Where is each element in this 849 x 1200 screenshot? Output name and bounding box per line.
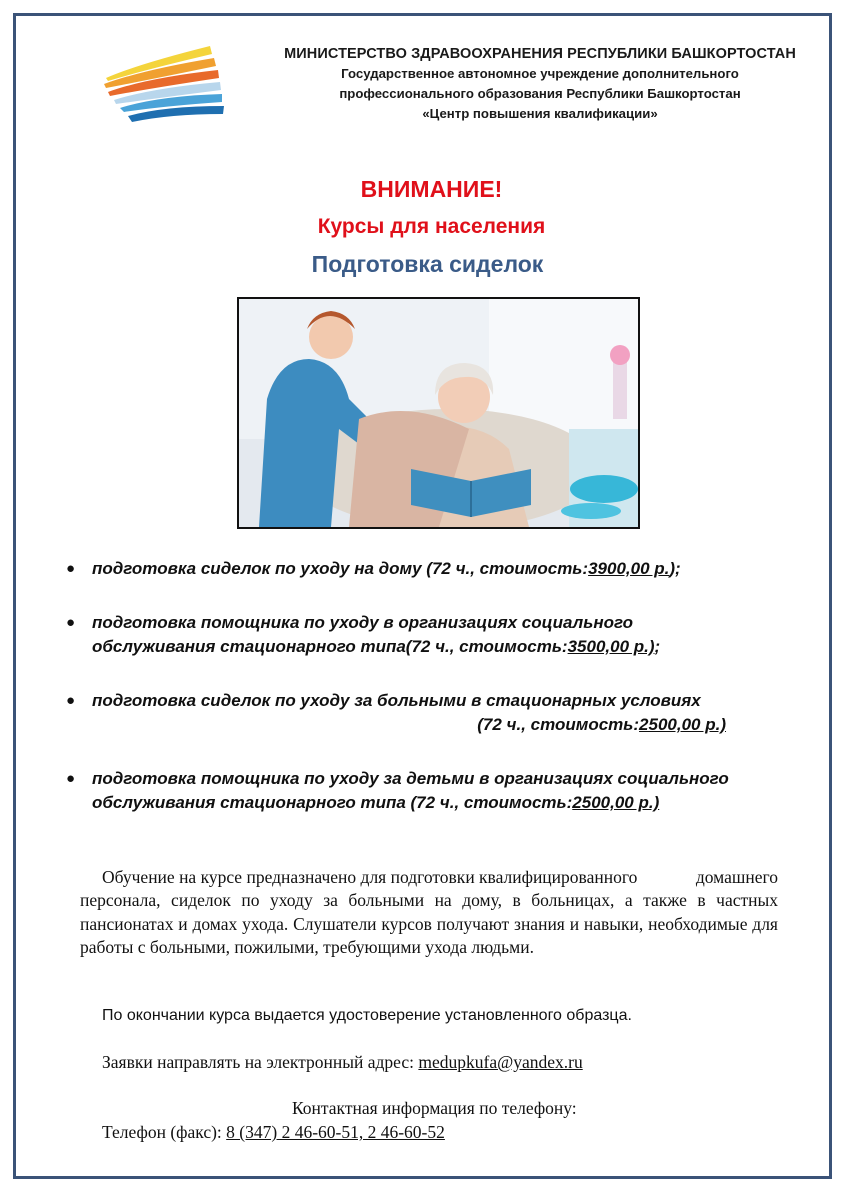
bullet-icon: ● xyxy=(66,770,76,787)
caregiver-with-elderly-woman-photo-icon xyxy=(239,299,638,527)
courses-text: Курсы для населения xyxy=(317,215,546,238)
topic-text: Подготовка сиделок xyxy=(311,251,544,277)
phone-label: Телефон (факс): xyxy=(102,1122,227,1142)
course-tail: ; xyxy=(654,637,661,656)
course-text: подготовка помощника по уходу в организациях социального xyxy=(92,613,634,632)
email-link[interactable]: medupkufa@yandex.ru xyxy=(418,1052,583,1072)
contact-title: Контактная информация по телефону: xyxy=(292,1098,577,1118)
phone-line xyxy=(102,1122,445,1143)
description-line: Обучение на курсе предназначено для подготовки квалифицированного xyxy=(102,867,638,887)
list-item xyxy=(62,689,822,737)
institution-header xyxy=(250,44,830,124)
logo-icon xyxy=(98,44,228,126)
bullet-icon: ● xyxy=(66,560,76,577)
description-line: знания и навыки, необходимые для работы с больными, пожилыми, требующими xyxy=(80,913,778,958)
description-line: ухода людьми. xyxy=(425,937,534,958)
list-item xyxy=(62,611,822,659)
description-line: также в частных пансионатах и домах ухода. Слушатели курсов получают xyxy=(80,890,778,934)
institution-line-2: Государственное автономное учреждение дополнительного xyxy=(341,66,739,81)
phone-numbers[interactable]: 8 (347) 2 46-60-51, 2 46-60-52 xyxy=(226,1122,445,1142)
description-line: домашнего персонала, сиделок по уходу за больными на дому, в больницах, а xyxy=(80,867,778,911)
course-price: 2500,00 р.) xyxy=(639,715,726,734)
course-description xyxy=(80,866,778,960)
course-price: 2500,00 р.) xyxy=(572,793,660,812)
list-item xyxy=(62,767,822,815)
certificate-note: По окончании курса выдается удостоверение установленного образца. xyxy=(102,1007,632,1024)
institution-line-4: «Центр повышения квалификации» xyxy=(422,106,658,121)
course-price: 3900,00 р. xyxy=(588,559,670,578)
course-text: (72 ч., стоимость: xyxy=(477,715,640,734)
bullet-icon: ● xyxy=(66,614,76,631)
attention-text: ВНИМАНИЕ! xyxy=(360,176,503,202)
course-text: подготовка сиделок по уходу на дому (72 ч., стоимость: xyxy=(92,559,589,578)
bullet-icon: ● xyxy=(66,692,76,709)
course-price: 3500,00 р.) xyxy=(567,637,655,656)
topic-title xyxy=(0,251,849,278)
course-text: обслуживания стационарного типа(72 ч., стоимость: xyxy=(92,637,568,656)
course-text: обслуживания стационарного типа (72 ч., стоимость: xyxy=(92,793,573,812)
course-text: подготовка сиделок по уходу за больными в стационарных условиях xyxy=(92,691,701,710)
application-label: Заявки направлять на электронный адрес: xyxy=(102,1052,419,1072)
application-line xyxy=(102,1052,583,1073)
courses-title xyxy=(0,215,849,239)
attention-title xyxy=(0,176,849,203)
course-tail: ); xyxy=(669,559,681,578)
caregiver-photo xyxy=(237,297,640,529)
institution-line-3: профессионального образования Республики Башкортостан xyxy=(339,86,741,101)
course-list xyxy=(62,557,822,815)
course-text: подготовка помощника по уходу за детьми в организациях социального xyxy=(92,769,729,788)
list-item xyxy=(62,557,822,581)
ministry-name: МИНИСТЕРСТВО ЗДРАВООХРАНЕНИЯ РЕСПУБЛИКИ БАШКОРТОСТАН xyxy=(284,46,796,62)
